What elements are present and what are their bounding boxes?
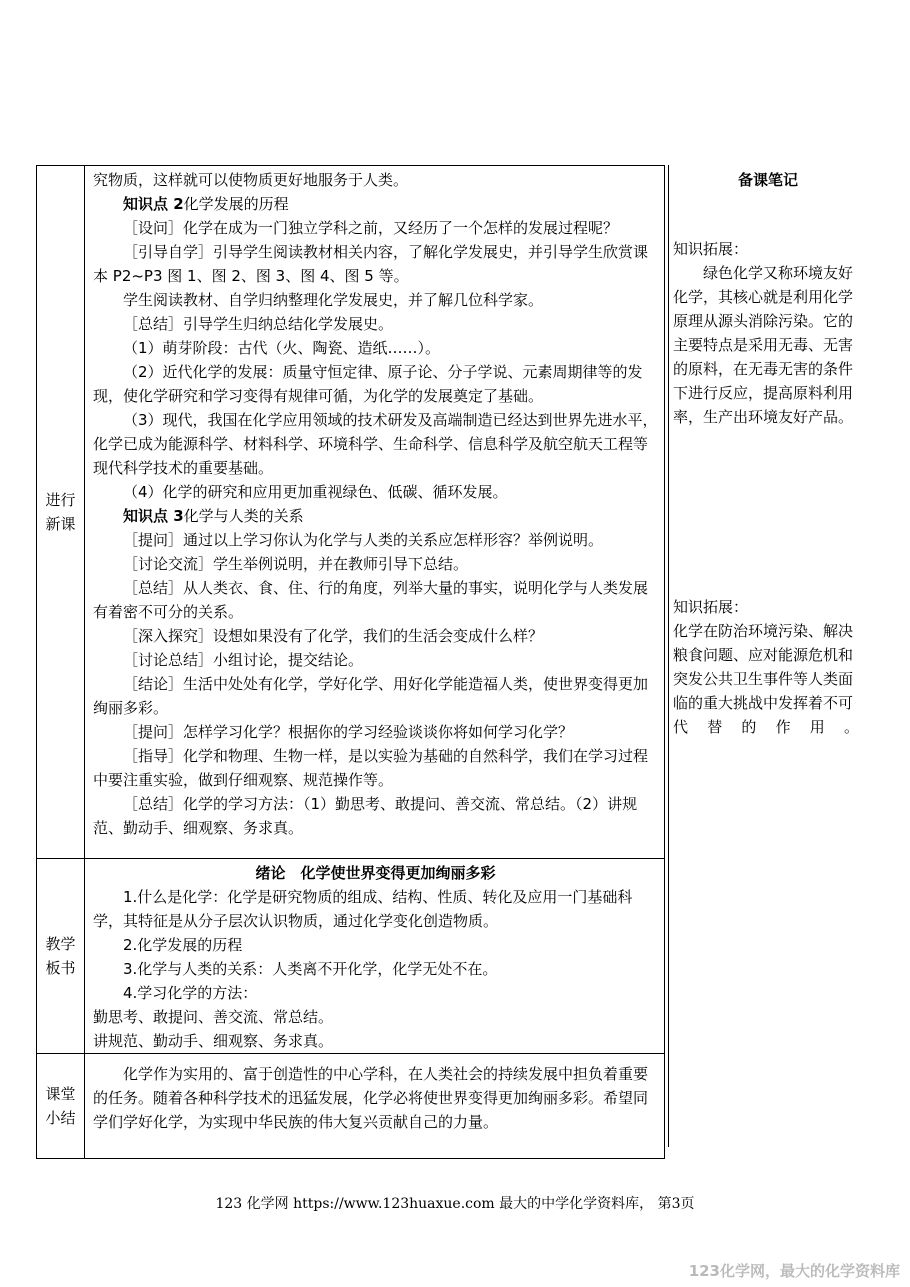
table-row-blackboard bbox=[37, 859, 665, 1054]
paragraph-text: ［总结］化学的学习方法：（1）勤思考、敢提问、善交流、常总结。（2）讲规范、勤动手、细观察、务求真。 bbox=[93, 795, 638, 837]
paragraph-text: ［提问］通过以上学习你认为化学与人类的关系应怎样形容？举例说明。 bbox=[123, 531, 604, 549]
paragraph-text: 3.化学与人类的关系：人类离不开化学，化学无处不在。 bbox=[123, 960, 498, 978]
watermark: 123化学网，最大的化学资料库 bbox=[688, 1262, 900, 1280]
paragraph bbox=[93, 792, 658, 840]
notes-text-last-line: 代替的作用。 bbox=[673, 718, 865, 736]
paragraph-text: ［讨论总结］小组讨论，提交结论。 bbox=[123, 651, 364, 669]
paragraph-text: 2.化学发展的历程 bbox=[123, 936, 243, 954]
paragraph-text: 化学作为实用的、富于创造性的中心学科，在人类社会的持续发展中担负着重要的任务。随着各种科学技术的迅猛发展，化学必将使世界变得更加绚丽多彩。希望同学们学好化学，为实现中华民族的伟大复兴贡献自己的力量。 bbox=[93, 1065, 649, 1131]
paragraph-text: 1.什么是化学：化学是研究物质的组成、结构、性质、转化及应用一门基础科学，其特征是从分子层次认识物质，通过化学变化创造物质。 bbox=[93, 888, 633, 930]
knowledge-point-number: 知识点 2 bbox=[123, 195, 184, 213]
notes-title: 备课笔记 bbox=[737, 171, 798, 189]
row-label-line: 进行 bbox=[45, 491, 76, 509]
paragraph bbox=[93, 336, 658, 360]
paragraph-text: 学生阅读教材、自学归纳整理化学发展史，并了解几位科学家。 bbox=[123, 291, 544, 309]
paragraph bbox=[93, 240, 658, 288]
paragraph bbox=[93, 552, 658, 576]
paragraph-text: 4.学习化学的方法： bbox=[123, 984, 258, 1002]
row-content-blackboard bbox=[85, 859, 665, 1054]
paragraph bbox=[93, 312, 658, 336]
paragraph-text: （4）化学的研究和应用更加重视绿色、低碳、循环发展。 bbox=[123, 483, 508, 501]
page-footer: 123 化学网 https://www.123huaxue.com 最大的中学化学资料库， 第3页 bbox=[215, 1196, 695, 1212]
row-content-summary bbox=[85, 1054, 665, 1159]
paragraph bbox=[93, 744, 658, 792]
paragraph bbox=[93, 576, 658, 624]
knowledge-point-number: 知识点 3 bbox=[123, 507, 184, 525]
paragraph bbox=[93, 216, 658, 240]
row-label-line: 课堂 bbox=[45, 1085, 76, 1103]
paragraph-text: 勤思考、敢提问、善交流、常总结。 bbox=[93, 1008, 334, 1026]
paragraph-text: ［提问］怎样学习化学？根据你的学习经验谈谈你将如何学习化学？ bbox=[123, 723, 574, 741]
row-label-blackboard bbox=[37, 859, 85, 1054]
row-label-line: 板书 bbox=[45, 959, 76, 977]
row-label-new-lesson bbox=[37, 166, 85, 859]
lesson-notes-column bbox=[668, 165, 867, 1147]
paragraph bbox=[93, 1029, 658, 1053]
paragraph-text: 究物质，这样就可以使物质更好地服务于人类。 bbox=[93, 171, 409, 189]
paragraph-text: 化学发展的历程 bbox=[183, 195, 289, 213]
notes-text: 化学在防治环境污染、解决粮食问题、应对能源危机和突发公共卫生事件等人类面临的重大挑战中发挥着不可 bbox=[673, 622, 854, 712]
paragraph bbox=[93, 957, 658, 981]
paragraph bbox=[93, 885, 658, 933]
notes-heading: 知识拓展： bbox=[673, 598, 749, 616]
row-content-new-lesson bbox=[85, 166, 665, 859]
row-label-line: 小结 bbox=[45, 1109, 76, 1127]
blackboard-title: 绪论 化学使世界变得更加绚丽多彩 bbox=[255, 864, 496, 882]
paragraph bbox=[93, 624, 658, 648]
paragraph-text: ［引导自学］引导学生阅读教材相关内容，了解化学发展史，并引导学生欣赏课本 P2~P3 图 1、图 2、图 3、图 4、图 5 等。 bbox=[93, 243, 649, 285]
paragraph-text: ［总结］引导学生归纳总结化学发展史。 bbox=[123, 315, 394, 333]
row-label-summary bbox=[37, 1054, 85, 1159]
table-row-summary bbox=[37, 1054, 665, 1159]
paragraph bbox=[93, 408, 658, 480]
paragraph-text: ［讨论交流］学生举例说明，并在教师引导下总结。 bbox=[123, 555, 469, 573]
paragraph-text: 讲规范、勤动手、细观察、务求真。 bbox=[93, 1032, 334, 1050]
blackboard-body bbox=[93, 885, 658, 1053]
paragraph-text: ［指导］化学和物理、生物一样，是以实验为基础的自然科学，我们在学习过程中要注重实验，做到仔细观察、规范操作等。 bbox=[93, 747, 649, 789]
row-label-line: 教学 bbox=[45, 935, 76, 953]
lesson-table bbox=[36, 165, 665, 1159]
paragraph-text: ［设问］化学在成为一门独立学科之前，又经历了一个怎样的发展过程呢？ bbox=[123, 219, 619, 237]
paragraph bbox=[93, 648, 658, 672]
paragraph bbox=[93, 360, 658, 408]
paragraph bbox=[93, 720, 658, 744]
paragraph bbox=[93, 528, 658, 552]
paragraph-text: （1）萌芽阶段：古代（火、陶瓷、造纸……）。 bbox=[123, 339, 441, 357]
paragraph bbox=[93, 288, 658, 312]
notes-text: 绿色化学又称环境友好化学，其核心就是利用化学原理从源头消除污染。它的主要特点是采用无毒、无害的原料，在无毒无害的条件下进行反应，提高原料利用率，生产出环境友好产品。 bbox=[673, 264, 854, 426]
notes-heading: 知识拓展： bbox=[673, 240, 749, 258]
paragraph bbox=[93, 480, 658, 504]
paragraph bbox=[93, 1005, 658, 1029]
paragraph-text: ［总结］从人类衣、食、住、行的角度，列举大量的事实，说明化学与人类发展有着密不可分的关系。 bbox=[93, 579, 649, 621]
paragraph-text: （2）近代化学的发展：质量守恒定律、原子论、分子学说、元素周期律等的发现，使化学研究和学习变得有规律可循，为化学的发展奠定了基础。 bbox=[93, 363, 643, 405]
notes-block-challenges bbox=[669, 595, 865, 739]
notes-block-green-chemistry bbox=[669, 237, 865, 429]
paragraph-text: ［结论］生活中处处有化学，学好化学、用好化学能造福人类，使世界变得更加绚丽多彩。 bbox=[93, 675, 649, 717]
paragraph bbox=[93, 672, 658, 720]
row-label-line: 新课 bbox=[45, 515, 76, 533]
paragraph-text: （3）现代，我国在化学应用领域的技术研发及高端制造已经达到世界先进水平，化学已成为能源科学、材料科学、环境科学、生命科学、信息科学及航空航天工程等现代科学技术的重要基础。 bbox=[93, 411, 658, 477]
knowledge-point-heading bbox=[93, 192, 658, 216]
knowledge-point-heading bbox=[93, 504, 658, 528]
paragraph-text: 化学与人类的关系 bbox=[183, 507, 304, 525]
table-row-new-lesson bbox=[37, 166, 665, 859]
paragraph bbox=[93, 933, 658, 957]
paragraph-text: ［深入探究］设想如果没有了化学，我们的生活会变成什么样？ bbox=[123, 627, 544, 645]
paragraph bbox=[93, 168, 658, 192]
paragraph bbox=[93, 1062, 658, 1134]
paragraph bbox=[93, 981, 658, 1005]
